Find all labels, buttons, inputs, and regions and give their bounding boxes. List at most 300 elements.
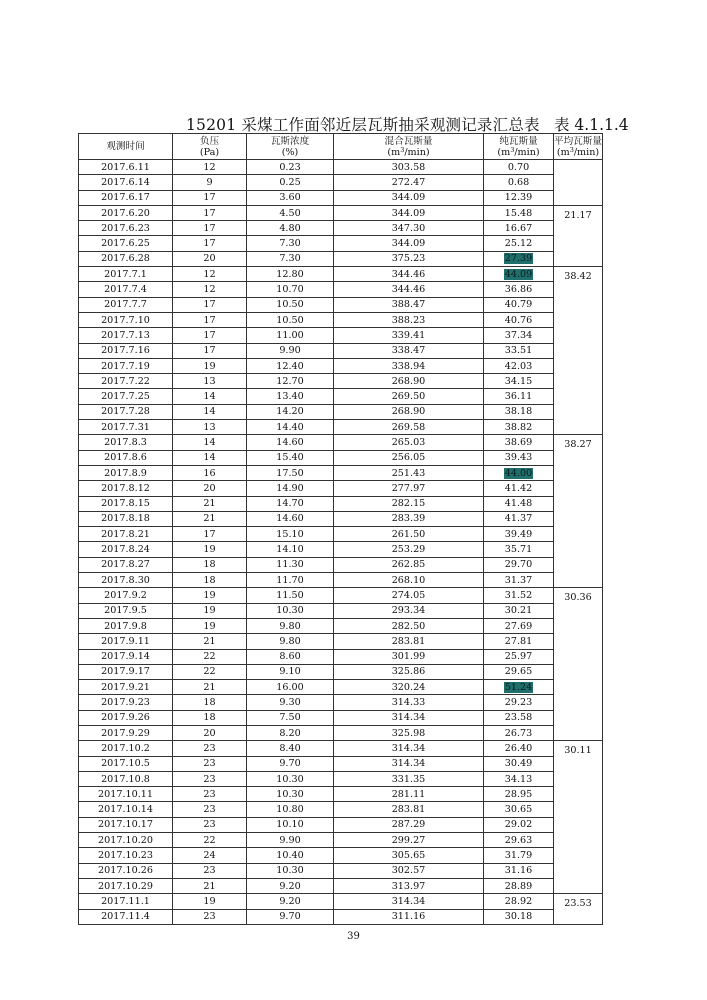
table-row xyxy=(79,420,603,435)
cell-pressure: 20 xyxy=(173,251,247,266)
cell-mixed-flow: 272.47 xyxy=(334,175,484,190)
cell-pure-flow: 35.71 xyxy=(484,542,554,557)
cell-concentration: 9.80 xyxy=(247,634,334,649)
cell-pressure: 13 xyxy=(173,374,247,389)
cell-concentration: 10.50 xyxy=(247,297,334,312)
cell-date: 2017.9.5 xyxy=(79,603,173,618)
cell-pure-flow: 40.79 xyxy=(484,297,554,312)
cell-date: 2017.7.19 xyxy=(79,358,173,373)
cell-mixed-flow: 303.58 xyxy=(334,160,484,175)
table-row xyxy=(79,236,603,251)
cell-pressure: 21 xyxy=(173,878,247,893)
table-row xyxy=(79,802,603,817)
cell-concentration: 8.60 xyxy=(247,649,334,664)
cell-date: 2017.10.17 xyxy=(79,817,173,832)
cell-date: 2017.7.28 xyxy=(79,404,173,419)
cell-average-flow: 21.17 xyxy=(554,205,603,266)
table-row xyxy=(79,343,603,358)
cell-date: 2017.9.17 xyxy=(79,664,173,679)
cell-concentration: 7.30 xyxy=(247,251,334,266)
cell-concentration: 9.70 xyxy=(247,909,334,924)
table-row xyxy=(79,160,603,175)
cell-concentration: 11.70 xyxy=(247,573,334,588)
cell-pure-flow: 30.18 xyxy=(484,909,554,924)
cell-concentration: 14.60 xyxy=(247,435,334,450)
table-row xyxy=(79,282,603,297)
highlighted-value: 44.00 xyxy=(504,467,533,479)
cell-mixed-flow: 281.11 xyxy=(334,787,484,802)
cell-mixed-flow: 338.47 xyxy=(334,343,484,358)
table-row xyxy=(79,175,603,190)
cell-date: 2017.7.10 xyxy=(79,312,173,327)
cell-date: 2017.6.11 xyxy=(79,160,173,175)
table-row xyxy=(79,603,603,618)
cell-pressure: 9 xyxy=(173,175,247,190)
table-row xyxy=(79,221,603,236)
cell-date: 2017.6.20 xyxy=(79,205,173,220)
cell-pure-flow xyxy=(484,251,554,266)
cell-mixed-flow: 274.05 xyxy=(334,588,484,603)
cell-concentration: 9.70 xyxy=(247,756,334,771)
table-row xyxy=(79,863,603,878)
cell-pressure: 12 xyxy=(173,267,247,282)
cell-concentration: 10.30 xyxy=(247,863,334,878)
cell-concentration: 9.20 xyxy=(247,894,334,909)
cell-pure-flow: 34.15 xyxy=(484,374,554,389)
cell-concentration: 13.40 xyxy=(247,389,334,404)
cell-pressure: 17 xyxy=(173,205,247,220)
cell-pressure: 19 xyxy=(173,358,247,373)
cell-pure-flow: 27.69 xyxy=(484,618,554,633)
cell-date: 2017.8.15 xyxy=(79,496,173,511)
cell-date: 2017.9.26 xyxy=(79,710,173,725)
cell-pure-flow: 28.89 xyxy=(484,878,554,893)
cell-pure-flow: 34.13 xyxy=(484,771,554,786)
cell-pressure: 23 xyxy=(173,741,247,756)
cell-mixed-flow: 320.24 xyxy=(334,680,484,695)
cell-date: 2017.7.16 xyxy=(79,343,173,358)
table-row xyxy=(79,695,603,710)
cell-date: 2017.10.29 xyxy=(79,878,173,893)
cell-pressure: 18 xyxy=(173,695,247,710)
cell-pressure: 20 xyxy=(173,481,247,496)
cell-concentration: 7.30 xyxy=(247,236,334,251)
table-row xyxy=(79,680,603,695)
cell-date: 2017.8.30 xyxy=(79,573,173,588)
cell-mixed-flow: 314.34 xyxy=(334,710,484,725)
cell-pure-flow: 26.73 xyxy=(484,725,554,740)
cell-concentration: 15.10 xyxy=(247,527,334,542)
cell-date: 2017.6.17 xyxy=(79,190,173,205)
cell-pure-flow: 29.63 xyxy=(484,833,554,848)
cell-concentration: 9.90 xyxy=(247,833,334,848)
cell-date: 2017.7.7 xyxy=(79,297,173,312)
table-row xyxy=(79,389,603,404)
cell-date: 2017.10.23 xyxy=(79,848,173,863)
cell-pure-flow: 31.79 xyxy=(484,848,554,863)
cell-pure-flow: 33.51 xyxy=(484,343,554,358)
cell-mixed-flow: 347.30 xyxy=(334,221,484,236)
cell-mixed-flow: 344.46 xyxy=(334,282,484,297)
cell-mixed-flow: 344.09 xyxy=(334,205,484,220)
cell-pure-flow: 31.37 xyxy=(484,573,554,588)
cell-concentration: 16.00 xyxy=(247,680,334,695)
cell-mixed-flow: 344.46 xyxy=(334,267,484,282)
cell-pressure: 19 xyxy=(173,588,247,603)
cell-concentration: 12.70 xyxy=(247,374,334,389)
cell-pressure: 23 xyxy=(173,863,247,878)
cell-pressure: 18 xyxy=(173,573,247,588)
cell-pure-flow: 25.97 xyxy=(484,649,554,664)
cell-pressure: 17 xyxy=(173,190,247,205)
table-row xyxy=(79,649,603,664)
cell-mixed-flow: 261.50 xyxy=(334,527,484,542)
cell-mixed-flow: 262.85 xyxy=(334,557,484,572)
cell-pressure: 23 xyxy=(173,771,247,786)
page-number: 39 xyxy=(347,931,360,942)
cell-date: 2017.7.31 xyxy=(79,420,173,435)
cell-pressure: 18 xyxy=(173,710,247,725)
cell-pure-flow: 28.92 xyxy=(484,894,554,909)
cell-concentration: 10.30 xyxy=(247,787,334,802)
cell-mixed-flow: 325.98 xyxy=(334,725,484,740)
table-row xyxy=(79,664,603,679)
cell-mixed-flow: 251.43 xyxy=(334,465,484,480)
table-row xyxy=(79,358,603,373)
header-mixed-flow: 混合瓦斯量 $(m^3/\min)$ xyxy=(334,134,484,160)
cell-concentration: 9.30 xyxy=(247,695,334,710)
cell-pressure: 23 xyxy=(173,817,247,832)
table-row xyxy=(79,618,603,633)
cell-concentration: 11.30 xyxy=(247,557,334,572)
cell-pure-flow: 26.40 xyxy=(484,741,554,756)
cell-average-flow: 38.42 xyxy=(554,267,603,435)
table-row xyxy=(79,725,603,740)
cell-mixed-flow: 265.03 xyxy=(334,435,484,450)
cell-pure-flow: 38.18 xyxy=(484,404,554,419)
table-row xyxy=(79,634,603,649)
cell-pure-flow: 41.48 xyxy=(484,496,554,511)
cell-concentration: 14.90 xyxy=(247,481,334,496)
cell-date: 2017.6.23 xyxy=(79,221,173,236)
cell-concentration: 8.40 xyxy=(247,741,334,756)
header-row xyxy=(79,134,603,160)
cell-date: 2017.8.3 xyxy=(79,435,173,450)
cell-pure-flow xyxy=(484,465,554,480)
cell-pressure: 22 xyxy=(173,649,247,664)
cell-date: 2017.7.25 xyxy=(79,389,173,404)
cell-pure-flow: 42.03 xyxy=(484,358,554,373)
cell-date: 2017.10.5 xyxy=(79,756,173,771)
table-row xyxy=(79,710,603,725)
cell-concentration: 15.40 xyxy=(247,450,334,465)
cell-pure-flow: 25.12 xyxy=(484,236,554,251)
cell-pure-flow: 29.65 xyxy=(484,664,554,679)
cell-pressure: 22 xyxy=(173,664,247,679)
cell-mixed-flow: 375.23 xyxy=(334,251,484,266)
cell-mixed-flow: 314.34 xyxy=(334,741,484,756)
cell-mixed-flow: 339.41 xyxy=(334,328,484,343)
header-pressure: 负压 (Pa) xyxy=(173,134,247,160)
cell-pure-flow: 27.81 xyxy=(484,634,554,649)
cell-pure-flow: 38.69 xyxy=(484,435,554,450)
cell-concentration: 0.25 xyxy=(247,175,334,190)
cell-pure-flow: 39.43 xyxy=(484,450,554,465)
cell-pure-flow: 36.11 xyxy=(484,389,554,404)
cell-pure-flow: 15.48 xyxy=(484,205,554,220)
highlighted-value: 27.39 xyxy=(504,253,533,265)
table-row xyxy=(79,404,603,419)
table-row xyxy=(79,297,603,312)
cell-mixed-flow: 268.10 xyxy=(334,573,484,588)
cell-date: 2017.10.20 xyxy=(79,833,173,848)
cell-mixed-flow: 256.05 xyxy=(334,450,484,465)
cell-concentration: 0.23 xyxy=(247,160,334,175)
cell-mixed-flow: 299.27 xyxy=(334,833,484,848)
cell-pressure: 23 xyxy=(173,756,247,771)
cell-date: 2017.7.13 xyxy=(79,328,173,343)
cell-concentration: 14.60 xyxy=(247,511,334,526)
cell-date: 2017.6.28 xyxy=(79,251,173,266)
cell-concentration: 10.50 xyxy=(247,312,334,327)
cell-date: 2017.7.1 xyxy=(79,267,173,282)
cell-date: 2017.8.21 xyxy=(79,527,173,542)
cell-pressure: 17 xyxy=(173,297,247,312)
cell-pure-flow: 31.16 xyxy=(484,863,554,878)
cell-date: 2017.10.2 xyxy=(79,741,173,756)
cell-pure-flow xyxy=(484,680,554,695)
cell-concentration: 10.80 xyxy=(247,802,334,817)
cell-pure-flow: 0.68 xyxy=(484,175,554,190)
cell-mixed-flow: 344.09 xyxy=(334,236,484,251)
cell-pure-flow: 30.21 xyxy=(484,603,554,618)
cell-date: 2017.9.11 xyxy=(79,634,173,649)
cell-date: 2017.11.1 xyxy=(79,894,173,909)
table-row xyxy=(79,374,603,389)
highlighted-value: 51.24 xyxy=(504,681,533,693)
cell-date: 2017.10.8 xyxy=(79,771,173,786)
cell-date: 2017.8.24 xyxy=(79,542,173,557)
cell-pressure: 19 xyxy=(173,603,247,618)
cell-date: 2017.7.22 xyxy=(79,374,173,389)
cell-mixed-flow: 331.35 xyxy=(334,771,484,786)
header-pure-flow: 纯瓦斯量 $(m^3/\min)$ xyxy=(484,134,554,160)
cell-concentration: 10.30 xyxy=(247,771,334,786)
cell-concentration: 9.20 xyxy=(247,878,334,893)
table-row xyxy=(79,573,603,588)
cell-pure-flow: 23.58 xyxy=(484,710,554,725)
table-number: 表 4.1.1.4 xyxy=(554,116,629,134)
cell-date: 2017.9.14 xyxy=(79,649,173,664)
cell-pure-flow: 30.49 xyxy=(484,756,554,771)
cell-date: 2017.9.23 xyxy=(79,695,173,710)
cell-pure-flow: 12.39 xyxy=(484,190,554,205)
table-row xyxy=(79,527,603,542)
header-concentration: 瓦斯浓度 (%) xyxy=(247,134,334,160)
cell-pressure: 17 xyxy=(173,312,247,327)
table-row xyxy=(79,557,603,572)
cell-pressure: 14 xyxy=(173,435,247,450)
cell-pressure: 19 xyxy=(173,618,247,633)
cell-date: 2017.7.4 xyxy=(79,282,173,297)
cell-pressure: 17 xyxy=(173,527,247,542)
cell-pure-flow: 16.67 xyxy=(484,221,554,236)
table-row xyxy=(79,465,603,480)
cell-pressure: 16 xyxy=(173,465,247,480)
cell-mixed-flow: 253.29 xyxy=(334,542,484,557)
header-average-flow: 平均瓦斯量 $(m^3/\min)$ xyxy=(554,135,602,158)
cell-mixed-flow: 269.50 xyxy=(334,389,484,404)
cell-pressure: 14 xyxy=(173,389,247,404)
cell-concentration: 10.70 xyxy=(247,282,334,297)
cell-pure-flow: 29.02 xyxy=(484,817,554,832)
cell-pure-flow: 40.76 xyxy=(484,312,554,327)
cell-concentration: 10.10 xyxy=(247,817,334,832)
cell-date: 2017.10.11 xyxy=(79,787,173,802)
cell-date: 2017.8.27 xyxy=(79,557,173,572)
cell-mixed-flow: 287.29 xyxy=(334,817,484,832)
cell-pure-flow: 41.37 xyxy=(484,511,554,526)
cell-pure-flow xyxy=(484,267,554,282)
cell-mixed-flow: 269.58 xyxy=(334,420,484,435)
cell-concentration: 9.80 xyxy=(247,618,334,633)
cell-mixed-flow: 283.81 xyxy=(334,634,484,649)
table-row xyxy=(79,251,603,266)
cell-mixed-flow: 282.50 xyxy=(334,618,484,633)
cell-pure-flow: 41.42 xyxy=(484,481,554,496)
highlighted-value: 44.09 xyxy=(504,268,533,280)
cell-pressure: 19 xyxy=(173,542,247,557)
cell-mixed-flow: 293.34 xyxy=(334,603,484,618)
cell-average-flow: 30.36 xyxy=(554,588,603,741)
cell-average-flow: 38.27 xyxy=(554,435,603,588)
cell-mixed-flow: 313.97 xyxy=(334,878,484,893)
table-row xyxy=(79,328,603,343)
cell-date: 2017.8.18 xyxy=(79,511,173,526)
cell-concentration: 4.50 xyxy=(247,205,334,220)
cell-pressure: 21 xyxy=(173,496,247,511)
cell-pressure: 17 xyxy=(173,343,247,358)
cell-mixed-flow: 282.15 xyxy=(334,496,484,511)
cell-mixed-flow: 344.09 xyxy=(334,190,484,205)
cell-concentration: 10.30 xyxy=(247,603,334,618)
cell-mixed-flow: 314.33 xyxy=(334,695,484,710)
cell-concentration: 12.40 xyxy=(247,358,334,373)
cell-pressure: 21 xyxy=(173,680,247,695)
table-row xyxy=(79,267,603,282)
cell-pressure: 23 xyxy=(173,787,247,802)
table-row xyxy=(79,190,603,205)
cell-pure-flow: 38.82 xyxy=(484,420,554,435)
cell-pure-flow: 30.65 xyxy=(484,802,554,817)
cell-pure-flow: 31.52 xyxy=(484,588,554,603)
table-row xyxy=(79,312,603,327)
cell-concentration: 12.80 xyxy=(247,267,334,282)
cell-mixed-flow: 283.81 xyxy=(334,802,484,817)
table-row xyxy=(79,771,603,786)
cell-pressure: 18 xyxy=(173,557,247,572)
cell-concentration: 14.10 xyxy=(247,542,334,557)
cell-date: 2017.6.14 xyxy=(79,175,173,190)
cell-concentration: 9.90 xyxy=(247,343,334,358)
cell-pressure: 17 xyxy=(173,221,247,236)
cell-concentration: 11.00 xyxy=(247,328,334,343)
cell-pressure: 23 xyxy=(173,802,247,817)
cell-average-flow: 30.11 xyxy=(554,741,603,894)
table-row xyxy=(79,496,603,511)
table-body xyxy=(79,160,603,925)
cell-date: 2017.8.12 xyxy=(79,481,173,496)
cell-date: 2017.10.14 xyxy=(79,802,173,817)
cell-pressure: 12 xyxy=(173,160,247,175)
header-date: 观测时间 xyxy=(79,134,173,160)
table-row xyxy=(79,894,603,909)
cell-date: 2017.9.8 xyxy=(79,618,173,633)
cell-mixed-flow: 301.99 xyxy=(334,649,484,664)
cell-pressure: 21 xyxy=(173,511,247,526)
table-row xyxy=(79,787,603,802)
cell-pure-flow: 29.23 xyxy=(484,695,554,710)
cell-pressure: 21 xyxy=(173,634,247,649)
cell-mixed-flow: 325.86 xyxy=(334,664,484,679)
cell-pure-flow: 36.86 xyxy=(484,282,554,297)
cell-date: 2017.10.26 xyxy=(79,863,173,878)
cell-mixed-flow: 268.90 xyxy=(334,374,484,389)
table-row xyxy=(79,817,603,832)
cell-pressure: 14 xyxy=(173,404,247,419)
table-row xyxy=(79,542,603,557)
cell-date: 2017.6.25 xyxy=(79,236,173,251)
cell-mixed-flow: 311.16 xyxy=(334,909,484,924)
cell-concentration: 3.60 xyxy=(247,190,334,205)
cell-pure-flow: 28.95 xyxy=(484,787,554,802)
cell-mixed-flow: 305.65 xyxy=(334,848,484,863)
table-row xyxy=(79,909,603,924)
cell-date: 2017.9.29 xyxy=(79,725,173,740)
cell-concentration: 4.80 xyxy=(247,221,334,236)
cell-concentration: 8.20 xyxy=(247,725,334,740)
table-row xyxy=(79,878,603,893)
table-row xyxy=(79,450,603,465)
cell-date: 2017.8.9 xyxy=(79,465,173,480)
cell-concentration: 14.20 xyxy=(247,404,334,419)
table-row xyxy=(79,205,603,220)
cell-pure-flow: 39.49 xyxy=(484,527,554,542)
table-row xyxy=(79,741,603,756)
table-row xyxy=(79,588,603,603)
cell-pressure: 20 xyxy=(173,725,247,740)
cell-average-flow xyxy=(554,160,603,206)
cell-mixed-flow: 268.90 xyxy=(334,404,484,419)
cell-pressure: 22 xyxy=(173,833,247,848)
cell-concentration: 10.40 xyxy=(247,848,334,863)
cell-pressure: 24 xyxy=(173,848,247,863)
cell-pressure: 13 xyxy=(173,420,247,435)
cell-average-flow: 23.53 xyxy=(554,894,603,925)
cell-concentration: 9.10 xyxy=(247,664,334,679)
page-title: 15201 采煤工作面邻近层瓦斯抽采观测记录汇总表 xyxy=(186,116,540,134)
cell-pressure: 19 xyxy=(173,894,247,909)
cell-pure-flow: 0.70 xyxy=(484,160,554,175)
cell-pure-flow: 37.34 xyxy=(484,328,554,343)
cell-mixed-flow: 338.94 xyxy=(334,358,484,373)
cell-mixed-flow: 388.47 xyxy=(334,297,484,312)
table-row xyxy=(79,435,603,450)
cell-mixed-flow: 388.23 xyxy=(334,312,484,327)
cell-pressure: 17 xyxy=(173,236,247,251)
cell-pressure: 17 xyxy=(173,328,247,343)
cell-mixed-flow: 283.39 xyxy=(334,511,484,526)
